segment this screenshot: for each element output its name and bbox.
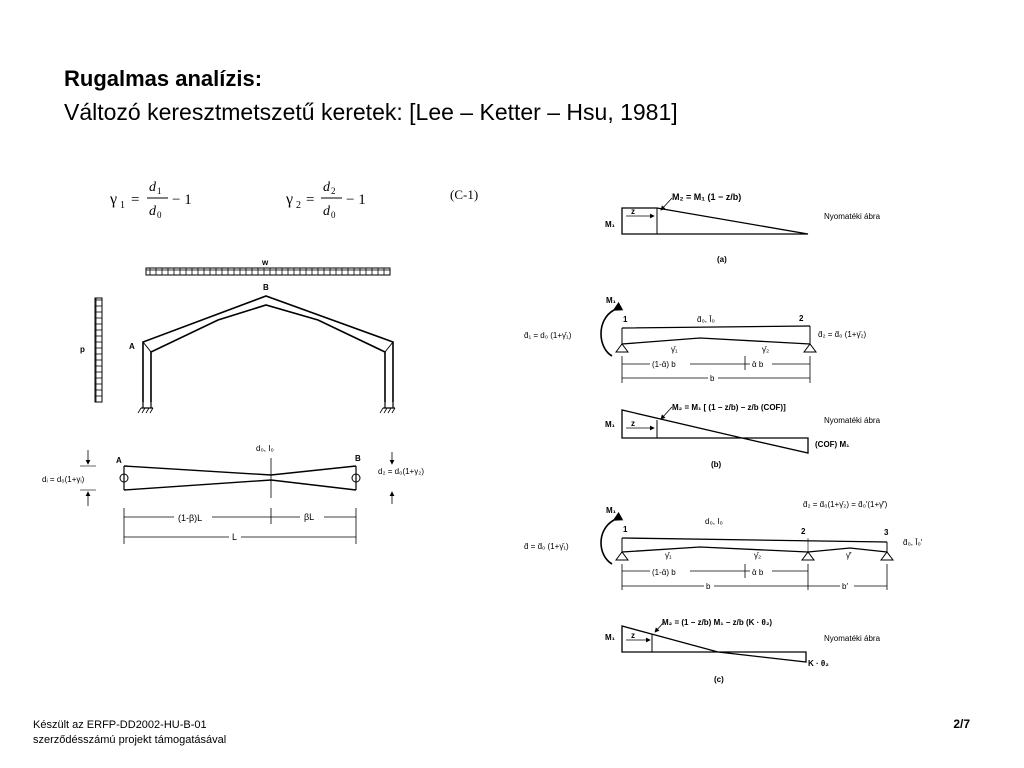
diag-b-seg1: (1-ᾱ) b [652,360,676,369]
diag-c-g2: γ̄₂ [754,551,762,560]
d1-symbol: d [149,180,156,195]
distributed-load-w [146,268,390,275]
d0-symbol-2: d [323,204,330,219]
gamma2-sub: 2 [296,200,301,211]
gamma1-symbol: γ [110,191,118,208]
diag-c-m1: M₁ [605,633,615,642]
diag-b-m1-top: M₁ [606,296,616,305]
diag-b-label: (b) [711,460,722,469]
beam-node-b: B [355,454,361,463]
svg-text:1: 1 [157,186,162,196]
slide-title: Rugalmas analízis: [64,66,263,91]
beam-node-a: A [116,456,122,465]
footer-line-1: Készült az ERFP-DD2002-HU-B-01 [33,719,207,731]
node-a-label: A [129,342,135,351]
support-b2-icon [804,344,816,352]
svg-text:=: = [131,192,140,208]
page-number: 2/7 [953,717,970,731]
diag-c-right-formula: d̄₂ = d̄₀(1+γ̄₂) = d̄₀′(1+γ̄′) [803,500,888,509]
formula-gamma2 [285,180,366,220]
support-c3-icon [881,552,893,560]
diag-b-left-depth: d̄₁ = d₀ (1+γ̄₁) [524,331,572,340]
slide-subtitle: Változó keresztmetszetű keretek: [Lee – Ketter – Hsu, 1981] [64,99,678,125]
gamma2-symbol: γ [286,191,294,208]
support-c1-icon [616,552,628,560]
diag-b-right-depth: d̄₂ = d̄₀ (1+γ̄₂) [818,330,867,339]
diag-c-m1-top: M₁ [606,506,616,515]
diag-c-node2: 2 [801,527,806,536]
svg-text:=: = [306,192,315,208]
diag-c-label: (c) [714,675,724,684]
diag-b-section: d̄₀, Ī₀ [697,315,715,324]
d2-symbol: d [323,180,330,195]
diag-c-z: z [631,631,635,640]
footer-credit [33,718,226,748]
diag-c-gp: γ̄′ [846,551,852,560]
beam-section-label: d₀, I₀ [256,444,274,453]
diag-c-ktheta: K · θ₂ [808,659,829,668]
gamma1-sub: 1 [120,200,125,211]
diag-b-node2: 2 [799,314,804,323]
diag-b-g2: γ̄₂ [762,345,770,354]
diag-c-node1: 1 [623,525,628,534]
diag-b-z: z [631,419,635,428]
diag-c-total2: b′ [842,582,848,591]
tapered-beam-l-diagram [42,444,424,544]
gable-frame-diagram [80,258,395,413]
diag-c-g1: γ̄₁ [665,551,672,560]
diag-a-m1: M₁ [605,220,615,229]
diag-b-g1: γ̄₁ [671,345,678,354]
diagram-a [605,192,881,264]
load-p-label: p [80,345,85,354]
diag-a-label: (a) [717,255,727,264]
diag-c-seg2: ᾱ b [752,568,764,577]
diag-c-section: d₀, I₀ [705,517,723,526]
footer-line-2: szerződésszámú projekt támogatásával [33,734,227,746]
seg-beta-l: βL [304,512,315,522]
diag-a-formula: M₂ = M₁ (1 − z/b) [672,192,742,202]
diag-b-formula: M₂ = M₁ [ (1 − z/b) − z/b (COF)] [672,403,786,412]
minus-one: − 1 [172,192,192,208]
diag-a-z: z [631,207,635,216]
diag-a-note: Nyomatéki ábra [824,212,881,221]
diag-b-total: b [710,374,715,383]
formula-gamma1 [109,180,192,220]
diag-b-note: Nyomatéki ábra [824,416,881,425]
equation-label: (C-1) [450,187,479,202]
load-w-label: w [262,258,269,267]
minus-one-2: − 1 [346,192,366,208]
beam-left-depth: dᵢ = d₀(1+γᵢ) [42,475,85,484]
diag-c-seg1: (1-ᾱ) b [652,568,676,577]
total-l: L [232,532,238,542]
diag-c-right-section: d̄₀, Ī₀′ [903,538,923,547]
diag-c-note: Nyomatéki ábra [824,634,881,643]
diag-b-node1: 1 [623,315,628,324]
diag-b-seg2: ᾱ b [752,360,764,369]
node-b-label: B [263,283,269,292]
diag-b-m1: M₁ [605,420,615,429]
d0-symbol: d [149,204,156,219]
support-c2-icon [802,552,814,560]
diagram-b [524,296,881,469]
seg-1-beta-l: (1-β)L [178,513,203,523]
diagram-c [524,500,923,684]
svg-text:0: 0 [331,210,336,220]
beam-right-depth: d₂ = d₀(1+γ₂) [378,467,424,476]
diag-b-cof: (COF) M₁ [815,440,850,449]
svg-text:0: 0 [157,210,162,220]
lateral-load-p [95,298,102,402]
diag-c-total: b [706,582,711,591]
diag-c-formula: M₂ = (1 − z/b) M₁ − z/b (K · θ₂) [662,618,773,627]
support-b1-icon [616,344,628,352]
diag-c-node3: 3 [884,528,889,537]
diag-c-left-depth: d̄ = d̄₀ (1+γ̄₁) [524,542,569,551]
svg-text:2: 2 [331,186,336,196]
